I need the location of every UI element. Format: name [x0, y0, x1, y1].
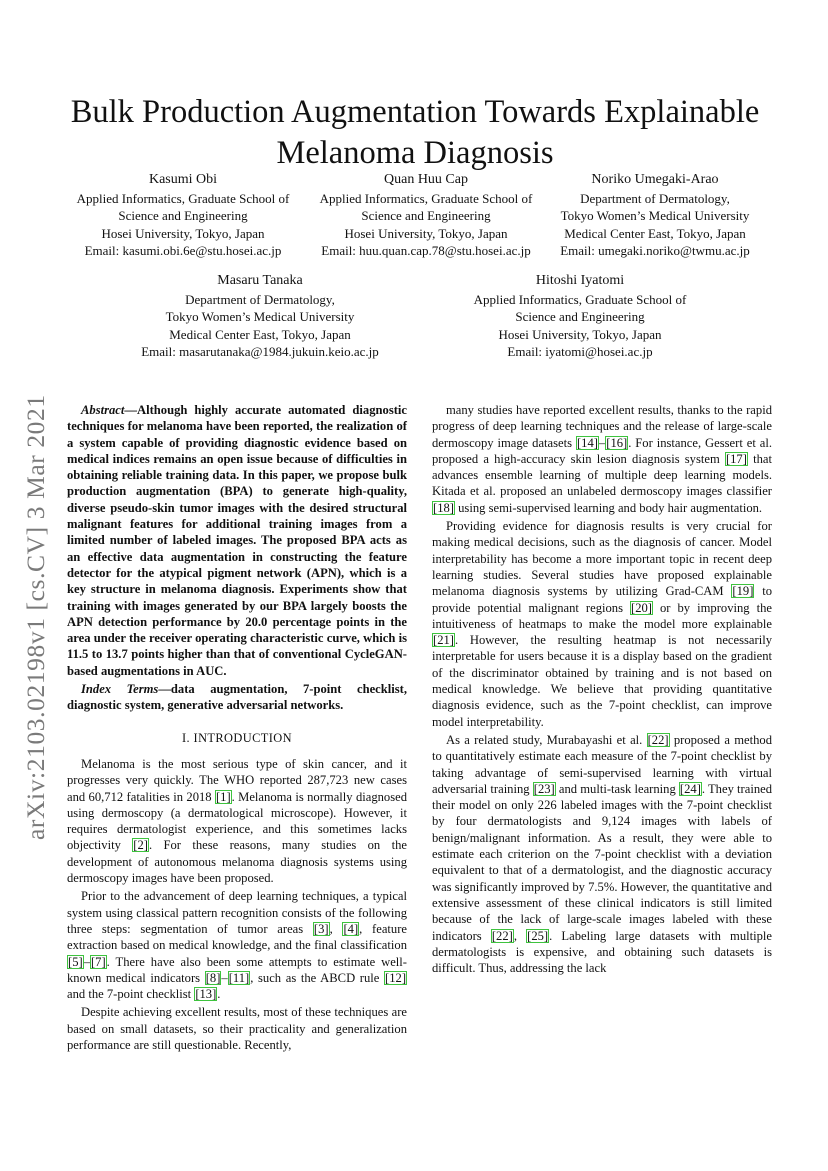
body-text: Providing evidence for diagnosis results is very crucial for making medical decisions, such as the diagnosis of cancer. Model interpretability has become a more important topic in recent deep learning studies. Several studies have proposed explainable melanoma diagnosis systems by utilizing Grad-CAM [432, 519, 772, 599]
citation-link[interactable]: [14] [576, 435, 598, 450]
citation-link[interactable]: [22] [647, 732, 669, 747]
section-heading-introduction: I. INTRODUCTION [182, 730, 292, 745]
author-affiliation: Science and Engineering [118, 208, 248, 224]
author-affiliation: Applied Informatics, Graduate School of [473, 292, 687, 308]
author-block-umegaki [551, 171, 759, 259]
body-paragraph [67, 888, 407, 1002]
author-name: Quan Huu Cap [384, 172, 468, 187]
citation-link[interactable]: [3] [313, 921, 329, 936]
author-name: Hitoshi Iyatomi [535, 273, 625, 288]
citation-link[interactable]: [24] [679, 781, 701, 796]
citation-link[interactable]: [18] [433, 500, 454, 515]
author-block-obi [66, 171, 300, 259]
author-affiliation: Science and Engineering [515, 309, 645, 325]
citation-link[interactable]: [25] [527, 928, 549, 943]
author-affiliation: Hosei University, Tokyo, Japan [498, 326, 662, 342]
citation-link[interactable]: [5] [68, 954, 83, 969]
body-paragraph [432, 518, 772, 730]
body-text: – [83, 954, 90, 969]
author-email: Email: iyatomi@hosei.ac.jp [507, 343, 653, 359]
index-terms-label: Index Terms [81, 682, 159, 697]
author-email: Email: huu.quan.cap.78@stu.hosei.ac.jp [321, 242, 531, 258]
left-column [67, 402, 407, 1053]
body-paragraph [432, 402, 772, 516]
author-affiliation: Science and Engineering [361, 208, 491, 224]
author-affiliation: Department of Dermatology, [185, 292, 335, 308]
abstract-label: Abstract [81, 403, 125, 417]
body-text: and the 7-point checklist [67, 987, 195, 1002]
author-affiliation: Hosei University, Tokyo, Japan [101, 225, 265, 241]
author-affiliation: Tokyo Women’s Medical University [165, 309, 355, 325]
citation-link[interactable]: [1] [215, 789, 231, 804]
author-affiliation: Applied Informatics, Graduate School of [76, 191, 290, 207]
body-text: . For instance, Gessert et al. proposed a high-accuracy skin lesion diagnosis system [432, 435, 773, 466]
citation-link[interactable]: [12] [385, 970, 407, 985]
author-affiliation: Medical Center East, Tokyo, Japan [169, 326, 351, 342]
left-body [67, 756, 407, 1053]
author-block-tanaka [128, 272, 392, 360]
author-email: Email: masarutanaka@1984.jukuin.keio.ac.jp [141, 343, 379, 359]
citation-link[interactable]: [13] [195, 987, 217, 1002]
citation-link[interactable]: [17] [725, 451, 747, 466]
body-text: . There have also been some attempts to estimate well-known medical indicators [67, 954, 407, 985]
body-text: to provide potential malignant regions [432, 584, 772, 615]
author-affiliation: Department of Dermatology, [580, 191, 730, 207]
body-text: Despite achieving excellent results, most of these techniques are based on small datasets, so their practicality and generalization performance are still questionable. Recently, [67, 1005, 407, 1052]
author-email: Email: kasumi.obi.6e@stu.hosei.ac.jp [84, 242, 282, 258]
body-paragraph [67, 1004, 407, 1053]
author-affiliation: Tokyo Women’s Medical University [560, 208, 750, 224]
body-text: , such as the ABCD rule [250, 970, 385, 985]
body-text: . Labeling large datasets with multiple dermatologists is expensive, and obtaining such datasets is difficult. Thus, addressing the lack [432, 928, 772, 976]
author-name: Masaru Tanaka [217, 273, 303, 288]
body-paragraph [432, 732, 772, 976]
body-text: . However, the resulting heatmap is not necessarily interpretable for users because it is a display based on the gradient of the discriminator obtained by training and is not based on medical knowledge. We believe that providing quantitative diagnosis evidence, such as the 7-point checklist, can improve model interpretability. [432, 633, 772, 729]
right-column [432, 402, 772, 976]
paper-title: Bulk Production Augmentation Towards Explainable Melanoma Diagnosis [70, 93, 760, 171]
body-text: As a related study, Murabayashi et al. [446, 732, 647, 747]
body-text: . For these reasons, many studies on the development of autonomous melanoma diagnosis systems using dermoscopy images have been proposed. [67, 838, 407, 886]
body-text: , feature extraction based on medical knowledge, and the final classification [67, 921, 407, 953]
body-text: Melanoma is the most serious type of skin cancer, and it progresses very quickly. The WHO reported 287,723 new cases and 60,712 fatalities in 2018 [67, 756, 407, 804]
body-text: , [513, 928, 527, 943]
citation-link[interactable]: [20] [631, 600, 652, 615]
body-text: that advances ensemble learning of multiple deep learning models. Kitada et al. proposed an unlabeled dermoscopy images classifier [432, 451, 772, 499]
author-name: Kasumi Obi [148, 172, 218, 187]
author-block-cap [309, 171, 543, 259]
body-text: Prior to the advancement of deep learning techniques, a typical system using classical pattern recognition consists of the following three steps: segmentation of tumor areas [67, 889, 407, 936]
body-text: . Melanoma is normally diagnosed using dermoscopy (a dermatological microscope). However, it requires dermatologist experience, and this sometimes lacks objectivity [67, 789, 408, 853]
body-text: using semi-supervised learning and body hair augmentation. [454, 500, 763, 515]
body-paragraph [67, 756, 407, 886]
body-text: . They trained their model on only 226 labeled images with the 7-point checklist by four dermatologists and 9,124 images with labels of benign/malignant information. As a result, they were able to estimate each criterion on the 7-point checklist with a deviation equivalent to that of a dermatologist, and the diagnostic accuracy was significantly improved by 7.5%. However, the quantitative and extensive assessment of these clinical indicators is still limited because of the lack of large-scale images labeled with these indicators [432, 781, 773, 943]
citation-link[interactable]: [19] [732, 584, 754, 599]
author-email: Email: umegaki.noriko@twmu.ac.jp [560, 242, 750, 258]
author-name: Noriko Umegaki-Arao [591, 172, 719, 187]
right-body [432, 402, 772, 976]
author-affiliation: Medical Center East, Tokyo, Japan [564, 225, 746, 241]
author-affiliation: Applied Informatics, Graduate School of [319, 191, 533, 207]
citation-link[interactable]: [22] [491, 928, 513, 943]
citation-link[interactable]: [4] [343, 921, 359, 936]
body-text: many studies have reported excellent results, thanks to the rapid progress of deep learning techniques and the release of large-scale dermoscopy image datasets [432, 403, 772, 450]
body-text: or by improving the intuitiveness of heatmaps to make the model more explainable [432, 600, 772, 631]
body-text: . [217, 987, 221, 1002]
citation-link[interactable]: [21] [433, 633, 454, 648]
citation-link[interactable]: [11] [228, 970, 250, 985]
abstract [67, 402, 407, 679]
author-block-iyatomi [460, 272, 700, 360]
index-terms [67, 681, 407, 714]
body-text: – [221, 970, 228, 985]
arxiv-identifier: arXiv:2103.02198v1 [cs.CV] 3 Mar 2021 [21, 394, 50, 840]
citation-link[interactable]: [16] [606, 435, 628, 450]
citation-link[interactable]: [23] [533, 781, 555, 796]
author-affiliation: Hosei University, Tokyo, Japan [344, 225, 508, 241]
citation-link[interactable]: [8] [205, 970, 221, 985]
body-text: and multi-task learning [555, 781, 679, 796]
citation-link[interactable]: [7] [90, 954, 106, 969]
citation-link[interactable]: [2] [133, 838, 148, 853]
body-text: – [598, 435, 606, 450]
body-text: , [329, 921, 343, 936]
index-terms-text: —data augmentation, 7-point checklist, diagnostic system, generative adversarial networks. [67, 682, 407, 713]
abstract-text: —Although highly accurate automated diagnostic techniques for melanoma have been reported, the realization of a system capable of providing diagnostic evidence based on medical indices remains an open issue because of difficulties in obtaining reliable training data. In this paper, we propose bulk production augmentation (BPA) to generate high-quality, diverse pseudo-skin tumor images with the desired structural malignant features for additional training images from a limited number of labeled images. The proposed BPA acts as an effective data augmentation in constructing the feature detector for the atypical pigment network (APN), which is a key structure in melanoma diagnosis. Experiments show that training with images generated by our BPA largely boosts the APN detection performance by 20.0 percentage points in the area under the receiver operating characteristic curve, which is 11.5 to 13.7 points higher than that of conventional CycleGAN-based augmentations in AUC. [67, 403, 407, 678]
body-text: proposed a method to quantitatively estimate each measure of the 7-point checklist by taking advantage of semi-supervised learning with virtual adversarial training [432, 732, 773, 796]
